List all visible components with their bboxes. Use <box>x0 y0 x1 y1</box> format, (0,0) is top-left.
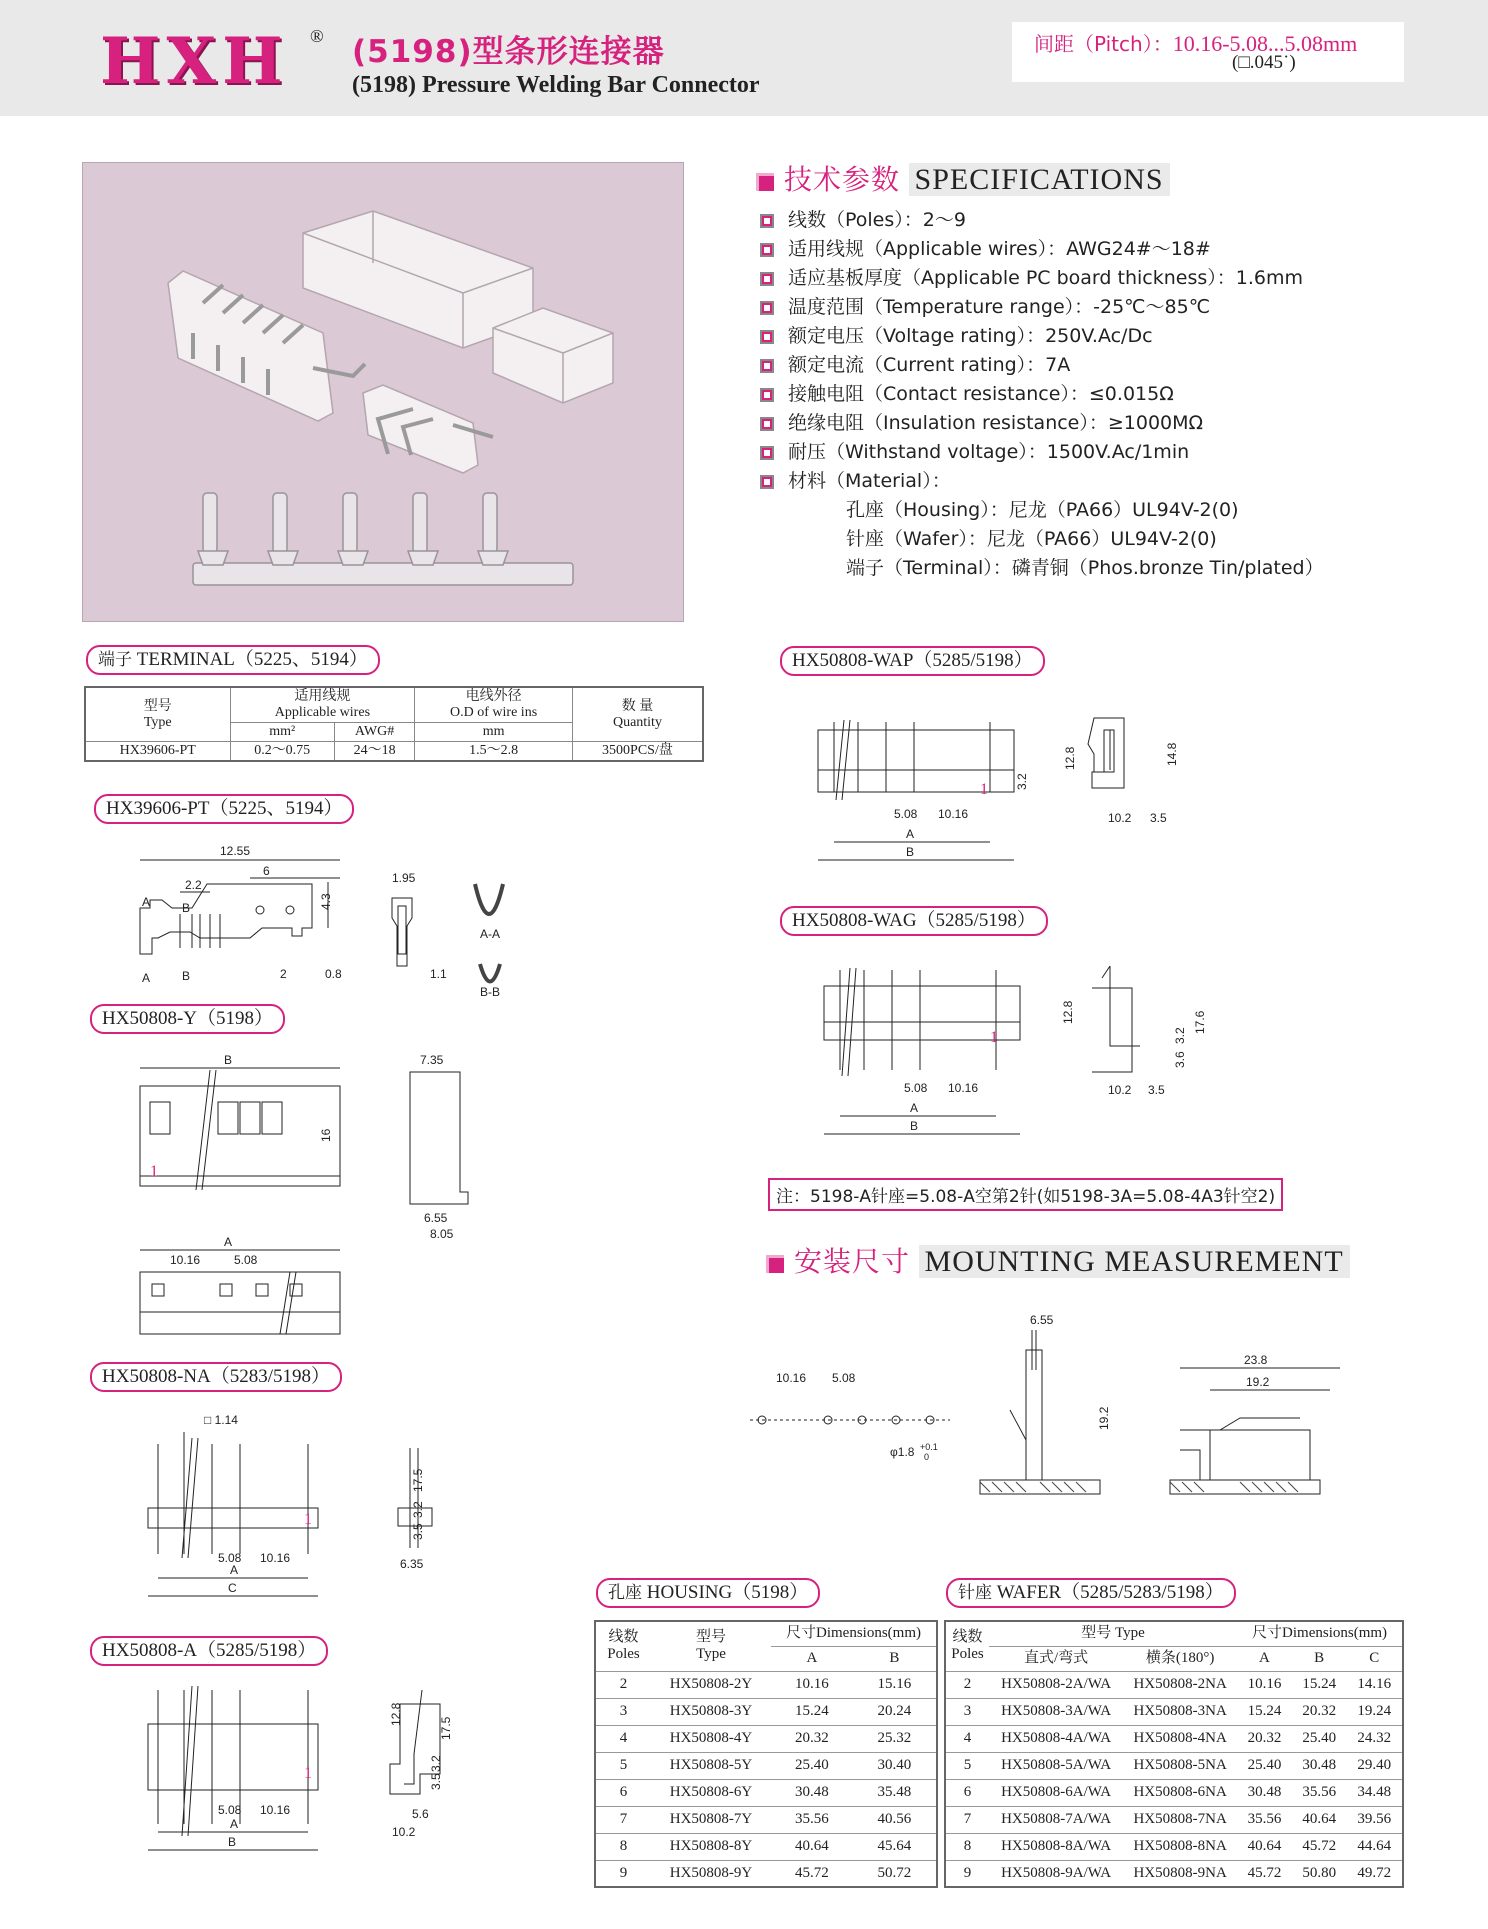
drawing-wag <box>820 958 1220 1138</box>
dim-a-p2: 10.16 <box>260 1803 291 1817</box>
product-photo <box>82 162 684 622</box>
bullet-box-icon <box>760 359 774 373</box>
table-cell: 34.48 <box>1347 1779 1403 1806</box>
brand-logo: HXH <box>100 24 289 99</box>
dim-mount-w2: 23.8 <box>1244 1353 1268 1367</box>
table-cell: 35.56 <box>771 1806 853 1833</box>
bullet-box-icon <box>760 388 774 402</box>
table-cell: 30.48 <box>1292 1752 1347 1779</box>
table-cell: 29.40 <box>1347 1752 1403 1779</box>
dim-mount-hole: φ1.8 <box>890 1445 915 1459</box>
table-cell: 7 <box>595 1806 651 1833</box>
table-cell: 40.64 <box>771 1833 853 1860</box>
table-row <box>595 1860 937 1887</box>
dim-a-h2: 17.5 <box>439 1716 453 1740</box>
table-cell: 25.40 <box>1292 1725 1347 1752</box>
specs-heading-cn: 技术参数 <box>784 163 901 196</box>
table-cell: 50.80 <box>1292 1860 1347 1887</box>
spec-item <box>760 264 1303 293</box>
dim-pt-bb: B-B <box>480 985 501 999</box>
dim-pt-b2: B <box>182 969 191 983</box>
dim-na-w: 6.35 <box>400 1557 424 1571</box>
table-row <box>945 1860 1403 1887</box>
table-cell: HX50808-4A/WA <box>989 1725 1123 1752</box>
dim-pt-d4: 4.3 <box>319 893 333 910</box>
drawing-a <box>130 1680 510 1880</box>
pitch-line <box>1034 28 1357 57</box>
table-row <box>595 1806 937 1833</box>
table-cell: 10.16 <box>1237 1671 1292 1698</box>
dim-wap-h3: 14.8 <box>1165 742 1179 766</box>
dim-y-w1: 7.35 <box>420 1053 444 1067</box>
bullet-box-icon <box>760 272 774 286</box>
th-mm2: mm² <box>230 723 334 742</box>
cell-awg: 24～18 <box>334 742 414 762</box>
dim-pt-d5: 2 <box>280 967 287 981</box>
specs-heading-en: SPECIFICATIONS <box>909 163 1170 196</box>
spec-text: 接触电阻（Contact resistance）：≤0.015Ω <box>788 383 1174 405</box>
mounting-heading-en: MOUNTING MEASUREMENT <box>919 1245 1350 1278</box>
table-cell: HX50808-2A/WA <box>989 1671 1123 1698</box>
dim-pt-d6: 0.8 <box>325 967 342 981</box>
wh-poles <box>945 1621 989 1671</box>
registered-mark: ® <box>310 26 324 46</box>
table-cell: HX50808-5NA <box>1123 1752 1237 1779</box>
wh-bar: 横条(180°) <box>1123 1646 1237 1671</box>
bullet-box-icon <box>760 330 774 344</box>
label-pt: HX39606-PT（5225、5194） <box>94 794 354 824</box>
table-cell: 25.40 <box>771 1752 853 1779</box>
dim-y-w2: 6.55 <box>424 1211 448 1225</box>
table-cell: 45.72 <box>1292 1833 1347 1860</box>
hh-poles-en: Poles <box>607 1646 640 1663</box>
dim-wap-h1: 3.2 <box>1015 773 1029 790</box>
table-cell: 3 <box>595 1698 651 1725</box>
hh-type <box>651 1621 771 1671</box>
bullet-box-icon <box>760 301 774 315</box>
table-row <box>945 1698 1403 1725</box>
th-awg: AWG# <box>334 723 414 742</box>
spec-text: 绝缘电阻（Insulation resistance）：≥1000MΩ <box>788 412 1204 434</box>
spec-item <box>760 467 1303 496</box>
table-cell: 9 <box>595 1860 651 1887</box>
table-cell: HX50808-9A/WA <box>989 1860 1123 1887</box>
table-cell: 40.56 <box>853 1806 937 1833</box>
table-row <box>945 1725 1403 1752</box>
dim-y-p1: 10.16 <box>170 1253 201 1267</box>
dim-y-a: A <box>224 1235 233 1249</box>
dim-a-h1: 12.8 <box>389 1702 403 1726</box>
th-qty <box>572 687 703 742</box>
dim-na-v1: 3.5 <box>411 1523 425 1540</box>
wh-b: B <box>1292 1646 1347 1671</box>
page-title-cn: (5198)型条形连接器 <box>352 34 665 70</box>
table-cell: 45.64 <box>853 1833 937 1860</box>
table-cell: 20.32 <box>1237 1725 1292 1752</box>
table-cell: 15.16 <box>853 1671 937 1698</box>
dim-wag-h3: 3.2 <box>1173 1027 1187 1044</box>
wafer-title-cn: 针座 <box>958 1583 992 1603</box>
label-na: HX50808-NA（5283/5198） <box>90 1362 342 1392</box>
dim-pt-d3: 6 <box>263 864 270 878</box>
table-cell: 40.64 <box>1292 1806 1347 1833</box>
table-row <box>595 1752 937 1779</box>
table-row <box>595 1671 937 1698</box>
spec-text: 线数（Poles）：2～9 <box>788 209 966 231</box>
spec-item <box>760 206 1303 235</box>
th-wire-en: Applicable wires <box>274 705 371 720</box>
th-mm: mm <box>415 723 573 742</box>
table-cell: 10.16 <box>771 1671 853 1698</box>
table-cell: HX50808-9NA <box>1123 1860 1237 1887</box>
dim-mount-tol: +0.1 <box>920 1442 938 1452</box>
table-cell: 35.56 <box>1292 1779 1347 1806</box>
bullet-box-icon <box>760 243 774 257</box>
dim-wap-w2: 3.5 <box>1150 811 1167 825</box>
dim-wap-w1: 10.2 <box>1108 811 1132 825</box>
mounting-heading <box>766 1240 1350 1280</box>
table-cell: 3 <box>945 1698 989 1725</box>
housing-title-en: HOUSING（5198） <box>646 1582 809 1603</box>
table-cell: 6 <box>945 1779 989 1806</box>
table-cell: 20.24 <box>853 1698 937 1725</box>
table-cell: HX50808-3NA <box>1123 1698 1237 1725</box>
table-cell: 39.56 <box>1347 1806 1403 1833</box>
material-list <box>846 496 1324 583</box>
dim-pt-a2: A <box>142 971 151 985</box>
dim-wag-pin: 1 <box>990 1029 998 1046</box>
table-cell: 15.24 <box>1292 1671 1347 1698</box>
table-cell: 50.72 <box>853 1860 937 1887</box>
label-a: HX50808-A（5285/5198） <box>90 1636 328 1666</box>
table-cell: HX50808-2NA <box>1123 1671 1237 1698</box>
dim-pt-d8: 1.1 <box>430 967 447 981</box>
wh-c: C <box>1347 1646 1403 1671</box>
bullet-square-icon <box>756 173 774 191</box>
table-row <box>595 1725 937 1752</box>
dim-wag-a: A <box>910 1101 919 1115</box>
housing-rows <box>595 1671 937 1887</box>
drawing-wap <box>810 700 1210 860</box>
cell-type: HX39606-PT <box>85 742 230 762</box>
spec-text: 适用线规（Applicable wires）：AWG24#～18# <box>788 238 1211 260</box>
dim-wag-p2: 10.16 <box>948 1081 979 1095</box>
table-cell: 25.40 <box>1237 1752 1292 1779</box>
table-cell: HX50808-5Y <box>651 1752 771 1779</box>
dim-wap-b: B <box>906 845 915 859</box>
pitch-alt: (□.045˙) <box>1232 52 1296 73</box>
drawing-mounting <box>740 1310 1380 1510</box>
bullet-box-icon <box>760 214 774 228</box>
dim-pt-d2: 2.2 <box>185 878 202 892</box>
wafer-table <box>944 1620 1404 1888</box>
dim-pt-a1: A <box>142 895 151 909</box>
dim-pt-b1: B <box>182 901 191 915</box>
table-cell: 24.32 <box>1347 1725 1403 1752</box>
material-item: 端子（Terminal）：磷青铜（Phos.bronze Tin/plated） <box>846 557 1324 579</box>
table-cell: HX50808-2Y <box>651 1671 771 1698</box>
pitch-label: 间距（Pitch）： <box>1034 32 1173 56</box>
th-wire <box>230 687 415 723</box>
mounting-heading-cn: 安装尺寸 <box>794 1245 911 1278</box>
table-row <box>595 1779 937 1806</box>
dim-wag-w2: 3.5 <box>1148 1083 1165 1097</box>
table-cell: 20.32 <box>1292 1698 1347 1725</box>
th-od-cn: 电线外径 <box>465 689 522 704</box>
dim-mount-w3: 19.2 <box>1246 1375 1270 1389</box>
dim-y-w3: 8.05 <box>430 1227 454 1241</box>
table-cell: HX50808-8A/WA <box>989 1833 1123 1860</box>
wh-a: A <box>1237 1646 1292 1671</box>
wafer-title-en: WAFER（5285/5283/5198） <box>996 1582 1224 1603</box>
table-cell: 8 <box>945 1833 989 1860</box>
table-cell: 9 <box>945 1860 989 1887</box>
table-row <box>945 1752 1403 1779</box>
dim-na-p1: 5.08 <box>218 1551 242 1565</box>
material-item: 孔座（Housing）：尼龙（PA66）UL94V-2(0) <box>846 499 1239 521</box>
dim-mount-p1: 10.16 <box>776 1371 807 1385</box>
dim-wap-p2: 10.16 <box>938 807 969 821</box>
label-wag: HX50808-WAG（5285/5198） <box>780 906 1048 936</box>
dim-na-p2: 10.16 <box>260 1551 291 1565</box>
hh-a: A <box>771 1646 853 1671</box>
spec-item <box>760 322 1303 351</box>
table-cell: 5 <box>595 1752 651 1779</box>
table-cell: 4 <box>595 1725 651 1752</box>
terminal-title-en: TERMINAL（5225、5194） <box>136 649 368 670</box>
table-row <box>945 1833 1403 1860</box>
table-cell: HX50808-8Y <box>651 1833 771 1860</box>
hh-type-cn: 型号 <box>695 1629 726 1646</box>
spec-item <box>760 438 1303 467</box>
table-cell: 15.24 <box>1237 1698 1292 1725</box>
table-cell: HX50808-4NA <box>1123 1725 1237 1752</box>
dim-wag-h1: 12.8 <box>1061 1000 1075 1024</box>
drawing-na <box>130 1408 510 1618</box>
pitch-value: 10.16-5.08...5.08mm <box>1172 31 1358 56</box>
dim-wag-p1: 5.08 <box>904 1081 928 1095</box>
spec-item <box>760 235 1303 264</box>
specs-heading <box>756 158 1170 198</box>
page-title-en: (5198) Pressure Welding Bar Connector <box>352 72 760 98</box>
dim-mount-tol0: 0 <box>924 1452 930 1462</box>
dim-pt-d1: 12.55 <box>220 844 251 858</box>
table-cell: HX50808-7A/WA <box>989 1806 1123 1833</box>
dim-wap-a: A <box>906 827 915 841</box>
cell-od: 1.5～2.8 <box>415 742 573 762</box>
spec-item <box>760 409 1303 438</box>
table-cell: 44.64 <box>1347 1833 1403 1860</box>
table-cell: HX50808-4Y <box>651 1725 771 1752</box>
dim-na-v2: 3.2 <box>411 1501 425 1518</box>
dim-wag-h4: 17.6 <box>1193 1010 1207 1034</box>
dim-a-w2: 10.2 <box>392 1825 416 1839</box>
th-qty-cn: 数 量 <box>621 698 654 714</box>
dim-a-p1: 5.08 <box>218 1803 242 1817</box>
dim-pt-aa: A-A <box>480 927 501 941</box>
dim-na-c: C <box>228 1581 237 1595</box>
housing-title-cn: 孔座 <box>608 1583 642 1603</box>
th-type-en: Type <box>143 714 172 730</box>
terminal-title <box>86 645 380 675</box>
spec-list <box>760 206 1303 496</box>
table-cell: HX50808-3A/WA <box>989 1698 1123 1725</box>
spec-item <box>760 380 1303 409</box>
dim-wap-pin: 1 <box>980 781 988 798</box>
dim-mount-h: 19.2 <box>1097 1406 1111 1430</box>
spec-text: 适应基板厚度（Applicable PC board thickness）：1.6mm <box>788 267 1303 289</box>
table-cell: 49.72 <box>1347 1860 1403 1887</box>
table-cell: 30.40 <box>853 1752 937 1779</box>
table-row <box>945 1671 1403 1698</box>
cell-mm2: 0.2～0.75 <box>230 742 334 762</box>
table-cell: HX50808-7NA <box>1123 1806 1237 1833</box>
table-cell: 35.48 <box>853 1779 937 1806</box>
dim-a-v1: 3.5 <box>429 1773 443 1790</box>
spec-item <box>760 293 1303 322</box>
dim-na-h: 17.5 <box>411 1468 425 1492</box>
wh-straight: 直式/弯式 <box>989 1646 1123 1671</box>
table-cell: HX50808-7Y <box>651 1806 771 1833</box>
product-illustration <box>83 163 685 623</box>
th-wire-cn: 适用线规 <box>294 689 351 704</box>
housing-title <box>596 1578 820 1608</box>
table-cell: 4 <box>945 1725 989 1752</box>
housing-table <box>594 1620 938 1888</box>
th-type <box>85 687 230 742</box>
table-row <box>945 1779 1403 1806</box>
dim-y-h: 16 <box>319 1128 333 1142</box>
table-cell: HX50808-6Y <box>651 1779 771 1806</box>
wh-dim: 尺寸Dimensions(mm) <box>1237 1621 1403 1646</box>
dim-a-a: A <box>230 1817 239 1831</box>
table-cell: 35.56 <box>1237 1806 1292 1833</box>
dim-na-pin: 1 <box>304 1511 312 1528</box>
dim-wap-p1: 5.08 <box>894 807 918 821</box>
table-cell: 30.48 <box>1237 1779 1292 1806</box>
table-cell: 19.24 <box>1347 1698 1403 1725</box>
table-cell: 45.72 <box>1237 1860 1292 1887</box>
wh-poles-cn: 线数 <box>952 1629 983 1646</box>
hh-poles-cn: 线数 <box>608 1629 639 1646</box>
dim-mount-p2: 5.08 <box>832 1371 856 1385</box>
bullet-square-icon <box>766 1255 784 1273</box>
table-cell: 5 <box>945 1752 989 1779</box>
table-cell: 2 <box>595 1671 651 1698</box>
dim-y-b: B <box>224 1053 233 1067</box>
drawing-y <box>130 1050 510 1340</box>
dim-y-p2: 5.08 <box>234 1253 258 1267</box>
dim-wag-h2: 3.6 <box>1173 1051 1187 1068</box>
table-cell: 40.64 <box>1237 1833 1292 1860</box>
dim-wag-b: B <box>910 1119 919 1133</box>
dim-a-v2: 3.2 <box>429 1755 443 1772</box>
dim-wag-w1: 10.2 <box>1108 1083 1132 1097</box>
table-cell: HX50808-3Y <box>651 1698 771 1725</box>
label-y: HX50808-Y（5198） <box>90 1004 285 1034</box>
table-cell: 45.72 <box>771 1860 853 1887</box>
table-cell: HX50808-5A/WA <box>989 1752 1123 1779</box>
wh-type: 型号 Type <box>989 1621 1237 1646</box>
th-qty-en: Quantity <box>612 714 662 730</box>
hh-poles <box>595 1621 651 1671</box>
material-item: 针座（Wafer）：尼龙（PA66）UL94V-2(0) <box>846 528 1217 550</box>
table-cell: 25.32 <box>853 1725 937 1752</box>
bullet-box-icon <box>760 417 774 431</box>
label-wap: HX50808-WAP（5285/5198） <box>780 646 1045 676</box>
bullet-box-icon <box>760 475 774 489</box>
spec-text: 额定电流（Current rating）：7A <box>788 354 1071 376</box>
table-cell: 7 <box>945 1806 989 1833</box>
dim-a-w1: 5.6 <box>412 1807 429 1821</box>
terminal-title-cn: 端子 <box>98 650 132 670</box>
spec-text: 耐压（Withstand voltage）：1500V.Ac/1min <box>788 441 1190 463</box>
table-row <box>945 1806 1403 1833</box>
table-cell: 2 <box>945 1671 989 1698</box>
dim-y-pin: 1 <box>150 1163 158 1180</box>
wh-poles-en: Poles <box>951 1646 984 1663</box>
table-cell: HX50808-6NA <box>1123 1779 1237 1806</box>
hh-b: B <box>853 1646 937 1671</box>
spec-text: 材料（Material）： <box>788 470 951 492</box>
table-cell: 15.24 <box>771 1698 853 1725</box>
table-row <box>595 1698 937 1725</box>
hh-type-en: Type <box>696 1646 726 1663</box>
th-type-cn: 型号 <box>143 698 172 714</box>
dim-wap-h2: 12.8 <box>1063 746 1077 770</box>
table-cell: 20.32 <box>771 1725 853 1752</box>
dim-pt-d7: 1.95 <box>392 871 416 885</box>
spec-text: 额定电压（Voltage rating）：250V.Ac/Dc <box>788 325 1153 347</box>
spec-text: 温度范围（Temperature range）：-25℃～85℃ <box>788 296 1211 318</box>
dim-a-pin: 1 <box>304 1765 312 1782</box>
dim-na-a: A <box>230 1563 239 1577</box>
cell-qty: 3500PCS/盘 <box>572 742 703 762</box>
table-cell: HX50808-6A/WA <box>989 1779 1123 1806</box>
hh-dim: 尺寸Dimensions(mm) <box>771 1621 937 1646</box>
table-cell: HX50808-9Y <box>651 1860 771 1887</box>
wafer-title <box>946 1578 1236 1608</box>
terminal-table <box>84 686 704 762</box>
wafer-rows <box>945 1671 1403 1887</box>
drawing-pt <box>130 838 530 998</box>
dim-a-b: B <box>228 1835 237 1849</box>
table-cell: HX50808-8NA <box>1123 1833 1237 1860</box>
dim-na-sq: □ 1.14 <box>204 1413 238 1427</box>
table-cell: 6 <box>595 1779 651 1806</box>
spec-item <box>760 351 1303 380</box>
table-row <box>595 1833 937 1860</box>
table-cell: 14.16 <box>1347 1671 1403 1698</box>
table-cell: 30.48 <box>771 1779 853 1806</box>
pin-note: 注：5198-A针座=5.08-A空第2针(如5198-3A=5.08-4A3针空2) <box>768 1178 1283 1211</box>
bullet-box-icon <box>760 446 774 460</box>
table-cell: 8 <box>595 1833 651 1860</box>
th-od-en: O.D of wire ins <box>450 705 538 720</box>
th-od <box>415 687 573 723</box>
dim-mount-w: 6.55 <box>1030 1313 1054 1327</box>
